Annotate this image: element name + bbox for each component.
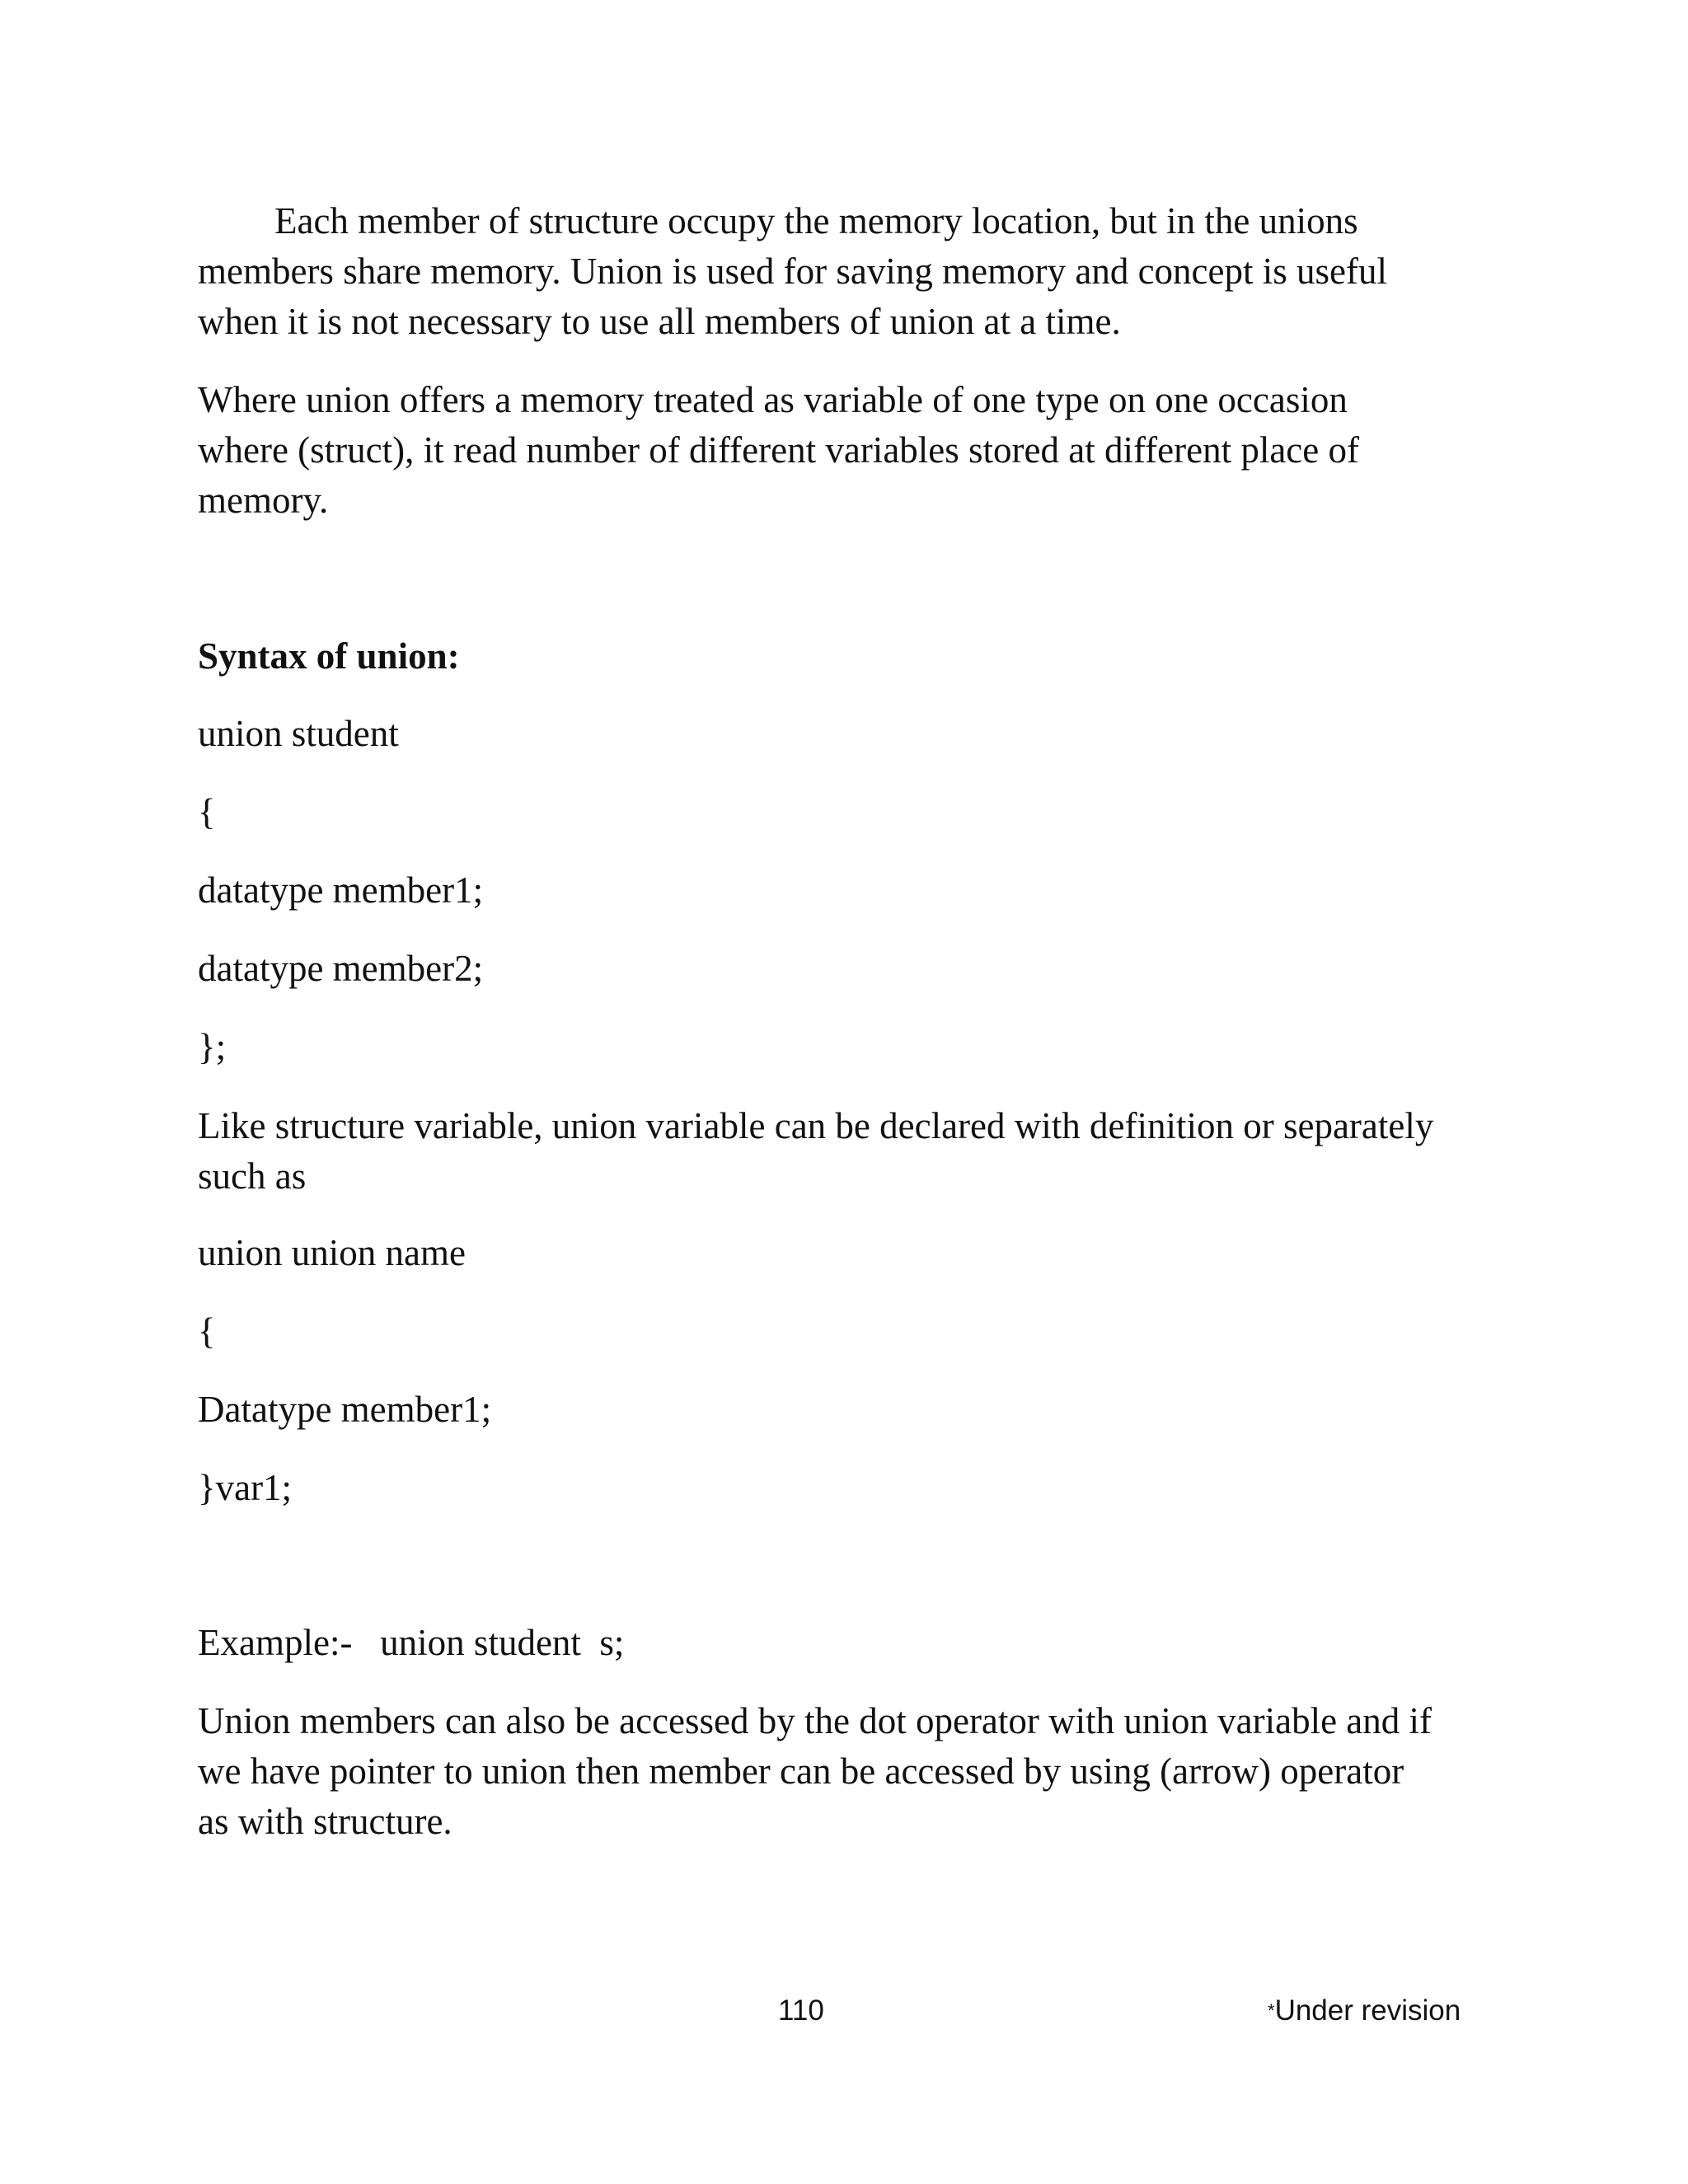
code-line: datatype member2; xyxy=(198,948,484,989)
paragraph-union-memory xyxy=(198,196,1508,347)
paragraph-line: Each member of structure occupy the memory location, but in the unions xyxy=(274,200,1358,241)
paragraph-line: such as xyxy=(198,1155,307,1197)
code-line: }; xyxy=(198,1026,227,1067)
revision-marker: * xyxy=(1268,2000,1275,2021)
section-heading-syntax: Syntax of union: xyxy=(198,635,460,677)
paragraph-line: we have pointer to union then member can be accessed by using (arrow) operator xyxy=(198,1750,1404,1792)
page-number: 110 xyxy=(778,1994,824,2027)
paragraph-line: Like structure variable, union variable can be declared with definition or separately xyxy=(198,1105,1434,1146)
paragraph-line: Union members can also be accessed by the dot operator with union variable and if xyxy=(198,1700,1432,1741)
code-line: Datatype member1; xyxy=(198,1389,492,1430)
code-line: union student xyxy=(198,713,399,754)
code-line: datatype member1; xyxy=(198,869,484,911)
paragraph-member-access xyxy=(198,1696,1508,1847)
revision-note xyxy=(1268,1994,1461,2027)
code-line: }var1; xyxy=(198,1467,293,1508)
paragraph-line: Where union offers a memory treated as variable of one type on one occasion xyxy=(198,379,1348,420)
example-line: Example:- union student s; xyxy=(198,1622,625,1663)
paragraph-line: when it is not necessary to use all members of union at a time. xyxy=(198,301,1121,342)
paragraph-union-offers xyxy=(198,375,1508,526)
paragraph-line: members share memory. Union is used for saving memory and concept is useful xyxy=(198,251,1387,292)
paragraph-line: where (struct), it read number of different variables stored at different place of xyxy=(198,429,1359,471)
code-line: { xyxy=(198,791,216,832)
paragraph-line: memory. xyxy=(198,480,329,521)
code-line: { xyxy=(198,1310,216,1352)
code-line: union union name xyxy=(198,1232,466,1273)
revision-text: Under revision xyxy=(1274,1994,1461,2027)
paragraph-declaration xyxy=(198,1101,1508,1202)
paragraph-line: as with structure. xyxy=(198,1801,452,1842)
